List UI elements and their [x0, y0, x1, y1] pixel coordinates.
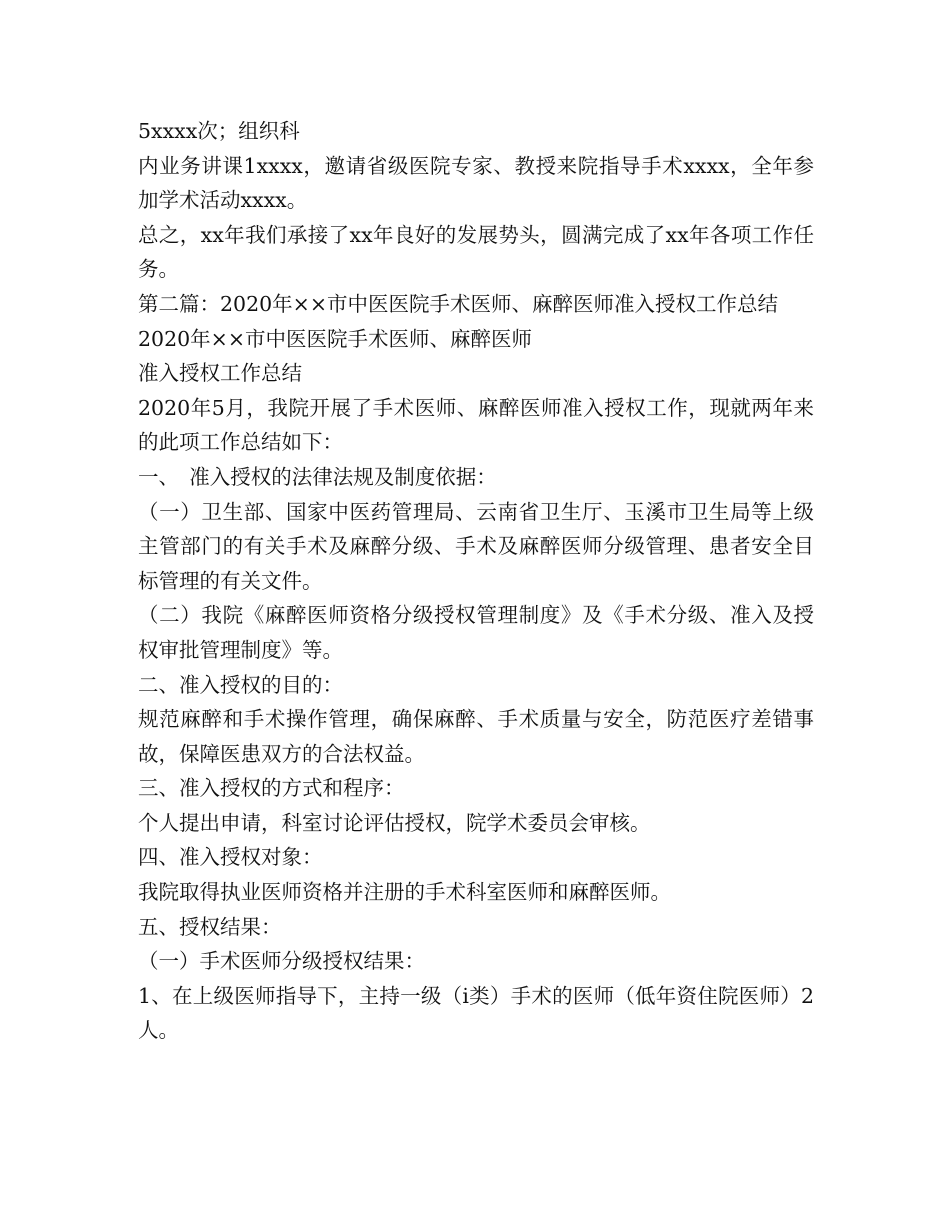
paragraph: 总之，xx年我们承接了xx年良好的发展势头，圆满完成了xx年各项工作任务。	[138, 222, 814, 282]
section-heading: 四、准入授权对象：	[138, 845, 323, 870]
paragraph: 我院取得执业医师资格并注册的手术科室医师和麻醉医师。	[138, 880, 671, 905]
paragraph: 内业务讲课1xxxx，邀请省级医院专家、教授来院指导手术xxxx，全年参加学术活动xxxx。	[138, 153, 814, 213]
section-heading: 五、授权结果：	[138, 914, 282, 939]
document-body	[138, 114, 814, 1048]
section-heading: 第二篇：2020年××市中医医院手术医师、麻醉医师准入授权工作总结	[138, 291, 779, 316]
subsection-heading: （一）手术医师分级授权结果：	[138, 949, 425, 974]
paragraph: 1、在上级医师指导下，主持一级（ⅰ类）手术的医师（低年资住院医师）2人。	[138, 983, 814, 1043]
paragraph: 2020年5月，我院开展了手术医师、麻醉医师准入授权工作，现就两年来的此项工作总结如下：	[138, 395, 814, 455]
section-heading: 三、准入授权的方式和程序：	[138, 776, 405, 801]
document-title-line-2: 准入授权工作总结	[138, 361, 302, 386]
paragraph: （二）我院《麻醉医师资格分级授权管理制度》及《手术分级、准入及授权审批管理制度》等。	[138, 603, 814, 662]
document-title-line-1: 2020年××市中医医院手术医师、麻醉医师	[138, 326, 533, 351]
section-heading: 二、准入授权的目的：	[138, 672, 343, 697]
paragraph: （一）卫生部、国家中医药管理局、云南省卫生厅、玉溪市卫生局等上级主管部门的有关手术及麻醉分级、手术及麻醉医师分级管理、患者安全目标管理的有关文件。	[138, 499, 814, 593]
paragraph: 个人提出申请，科室讨论评估授权，院学术委员会审核。	[138, 810, 651, 835]
paragraph: 规范麻醉和手术操作管理，确保麻醉、手术质量与安全，防范医疗差错事故，保障医患双方的合法权益。	[138, 707, 814, 766]
section-heading: 一、 准入授权的法律法规及制度依据：	[138, 464, 497, 489]
paragraph: 5xxxx次；组织科	[138, 119, 300, 143]
